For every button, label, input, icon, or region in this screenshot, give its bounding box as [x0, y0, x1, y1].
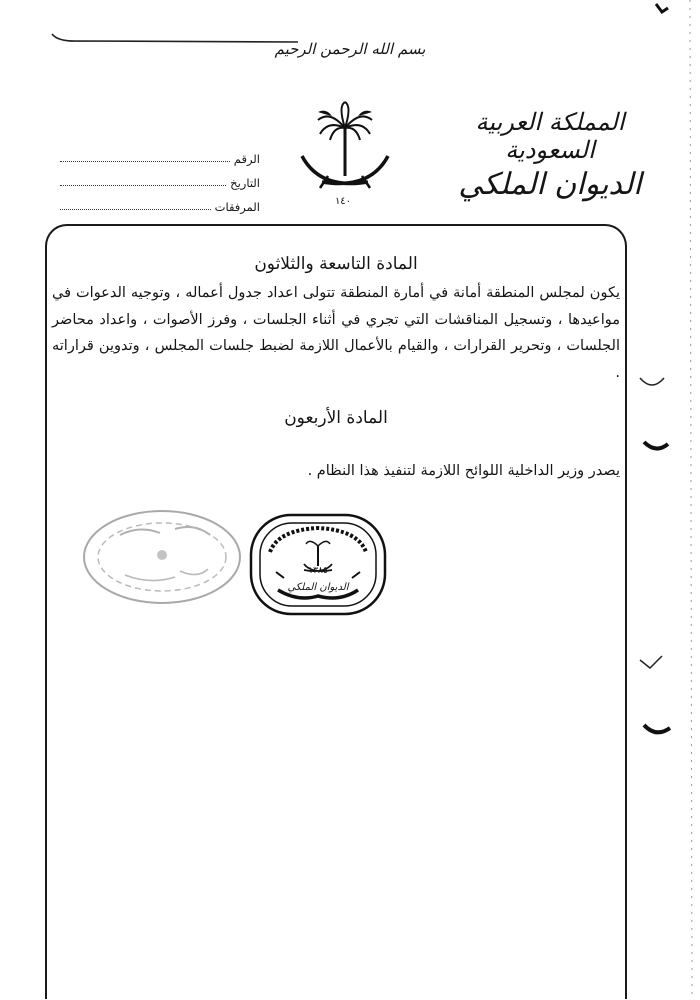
royal-court-title: الديوان الملكي — [458, 167, 642, 202]
emblem-number: ١٤٠ — [334, 196, 352, 207]
saudi-emblem-icon — [290, 98, 400, 208]
field-number-label: الرقم — [233, 152, 260, 166]
article-40-text: يصدر وزير الداخلية اللوائح اللازمة لتنفيذ هذا النظام . — [307, 463, 620, 479]
basmala: بسم الله الرحمن الرحيم — [274, 40, 426, 58]
article-39-text: يكون لمجلس المنطقة أمانة في أمارة المنطقة تتولى اعداد جدول أعماله ، وتوجيه الدعوات في مواعيدها ، وتسجيل المناقشات التي تجري في أثناء الجلسات ، وفرز الأصوات ، واعداد محاضر الجلسات ، وتحرير القرارات ، والقيام بالأعمال اللازمة لضبط جلسات المجلس ، وتدوين قراراته . — [52, 285, 620, 381]
kingdom-title: المملكة العربية السعودية — [475, 108, 625, 164]
royal-court-seal-icon — [248, 512, 388, 617]
field-attachments-label: المرفقات — [214, 200, 260, 214]
header-fields — [60, 142, 260, 214]
faded-stamp-icon — [80, 505, 245, 610]
seal-inner-text: الديوان الملكي — [287, 582, 349, 593]
article-39-heading: المادة التاسعة والثلاثون — [254, 254, 418, 274]
field-number — [60, 142, 260, 166]
article-40-heading: المادة الأربعون — [284, 408, 388, 428]
seal-year: ١٣٨٥ — [308, 566, 328, 576]
field-attachments-line — [60, 208, 211, 210]
scan-edge-marks — [638, 0, 700, 1000]
field-number-line — [60, 160, 230, 162]
field-attachments — [60, 190, 260, 214]
field-date-label: التاريخ — [230, 176, 260, 190]
field-date-line — [60, 184, 226, 186]
field-date — [60, 166, 260, 190]
